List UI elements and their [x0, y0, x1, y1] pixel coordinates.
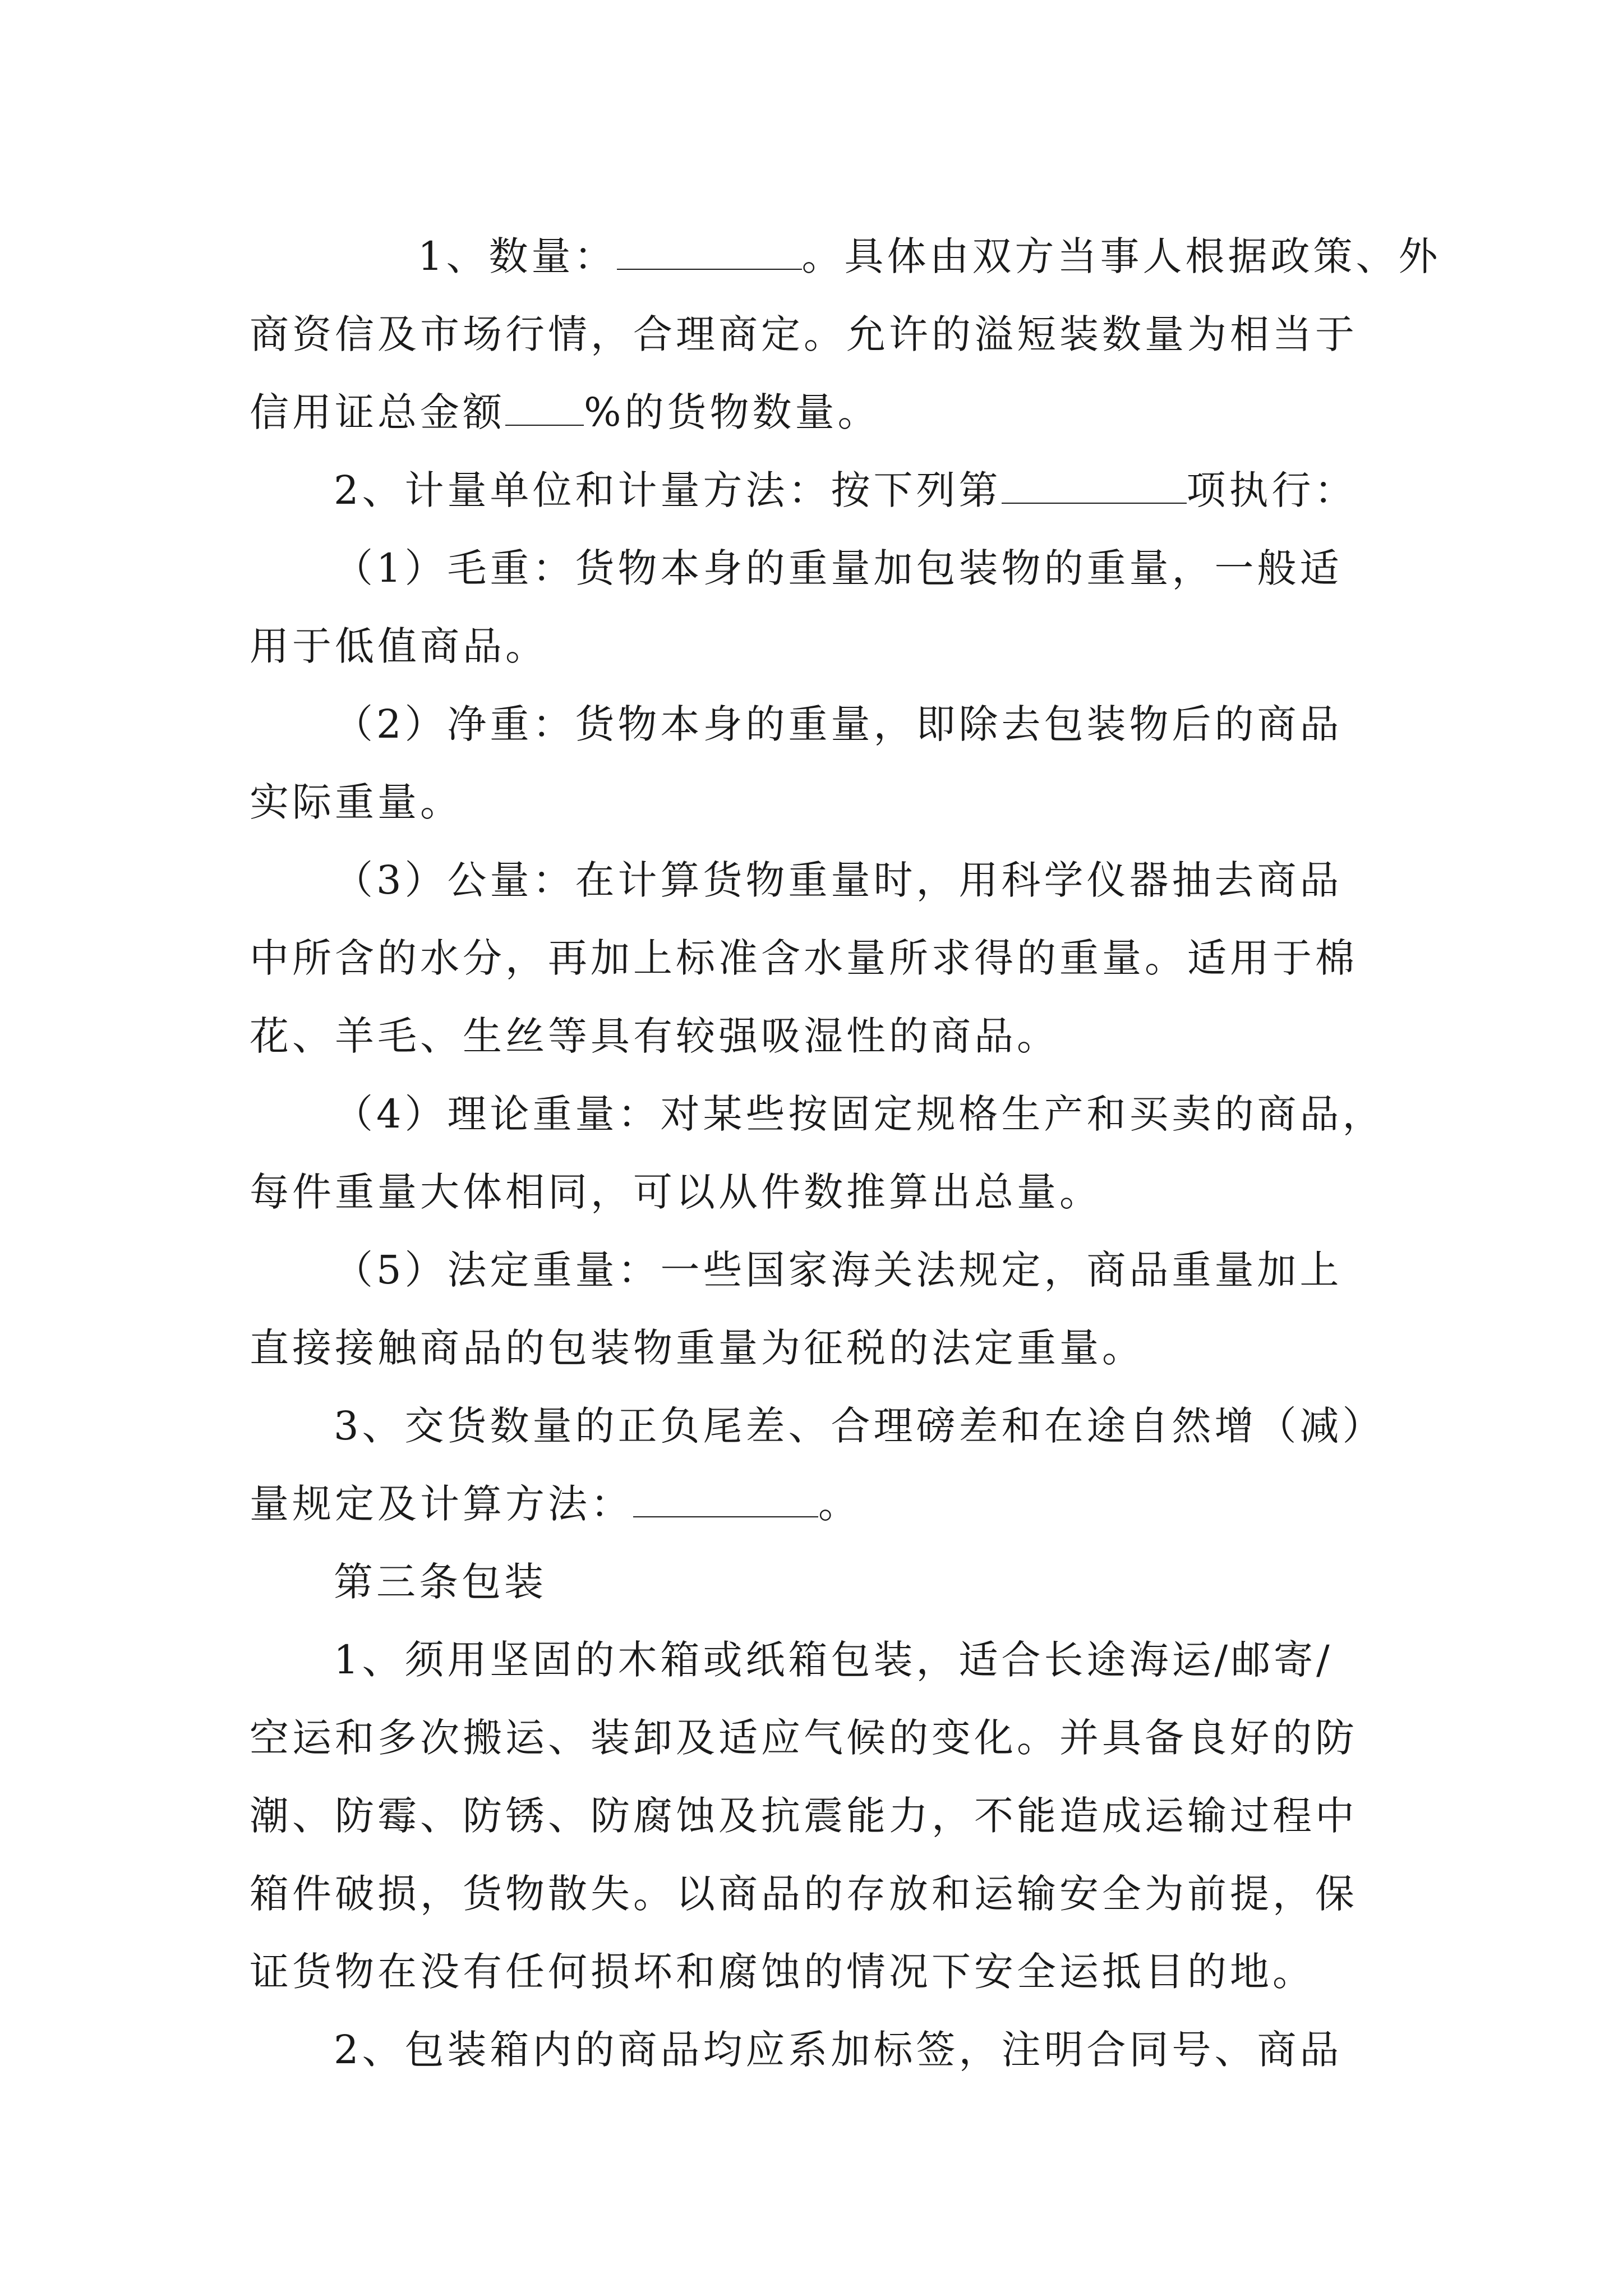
paragraph-gross-weight — [250, 530, 1382, 685]
paragraph-theoretical-weight — [250, 1075, 1385, 1231]
blank-field — [617, 236, 802, 270]
text-line: 花、羊毛、生丝等具有较强吸湿性的商品。 — [250, 1013, 1059, 1059]
text-line: 1、须用坚固的木箱或纸箱包装，适合长途海运/邮寄/ — [334, 1637, 1333, 1683]
text-line: （2）净重：货物本身的重量，即除去包装物后的商品 — [334, 701, 1343, 747]
paragraph-conditioned-weight — [250, 841, 1382, 1075]
paragraph-legal-weight — [250, 1231, 1382, 1387]
paragraph-tolerance — [250, 1387, 1385, 1543]
text-line: 直接接触商品的包装物重量为征税的法定重量。 — [250, 1325, 1145, 1371]
text-line: 潮、防霉、防锈、防腐蚀及抗震能力，不能造成运输过程中 — [250, 1793, 1358, 1839]
text-line: 用于低值商品。 — [250, 623, 548, 669]
text-line: 中所含的水分，再加上标准含水量所求得的重量。适用于棉 — [250, 935, 1358, 981]
paragraph-measurement — [250, 452, 1382, 530]
text-line: 1、数量： 。具体由双方当事人根据政策、外 — [418, 233, 1441, 279]
text-line: 2、包装箱内的商品均应系加标签，注明合同号、商品 — [334, 2027, 1343, 2073]
text-line: 商资信及市场行情，合理商定。允许的溢短装数量为相当于 — [250, 311, 1358, 357]
paragraph-labels — [250, 2011, 1382, 2089]
section-title: 第三条包装 — [334, 1559, 547, 1605]
section-heading — [250, 1543, 1382, 1621]
text-line: 空运和多次搬运、装卸及适应气候的变化。并具备良好的防 — [250, 1715, 1358, 1761]
text-line: 证货物在没有任何损坏和腐蚀的情况下安全运抵目的地。 — [250, 1949, 1315, 1995]
blank-field — [1002, 470, 1187, 504]
blank-field — [633, 1484, 818, 1517]
blank-field — [505, 392, 584, 426]
text-line: 实际重量。 — [250, 779, 463, 825]
text-line: （5）法定重量：一些国家海关法规定，商品重量加上 — [334, 1247, 1343, 1293]
text-line: 量规定及计算方法： 。 — [250, 1481, 861, 1527]
text-line: （3）公量：在计算货物重量时，用科学仪器抽去商品 — [334, 857, 1343, 903]
text-line: （1）毛重：货物本身的重量加包装物的重量，一般适 — [334, 545, 1343, 591]
document-body — [250, 218, 1441, 2089]
text-line: 信用证总金额 %的货物数量。 — [250, 389, 880, 435]
paragraph-net-weight — [250, 685, 1382, 841]
text-line: （4）理论重量：对某些按固定规格生产和买卖的商品， — [334, 1091, 1385, 1137]
text-line: 箱件破损，货物散失。以商品的存放和运输安全为前提，保 — [250, 1871, 1358, 1917]
paragraph-packing — [250, 1621, 1382, 2011]
text-line: 每件重量大体相同，可以从件数推算出总量。 — [250, 1169, 1102, 1215]
text-line: 2、计量单位和计量方法：按下列第 项执行： — [334, 467, 1357, 513]
paragraph-quantity — [250, 218, 1441, 452]
text-line: 3、交货数量的正负尾差、合理磅差和在途自然增（减） — [334, 1403, 1385, 1449]
